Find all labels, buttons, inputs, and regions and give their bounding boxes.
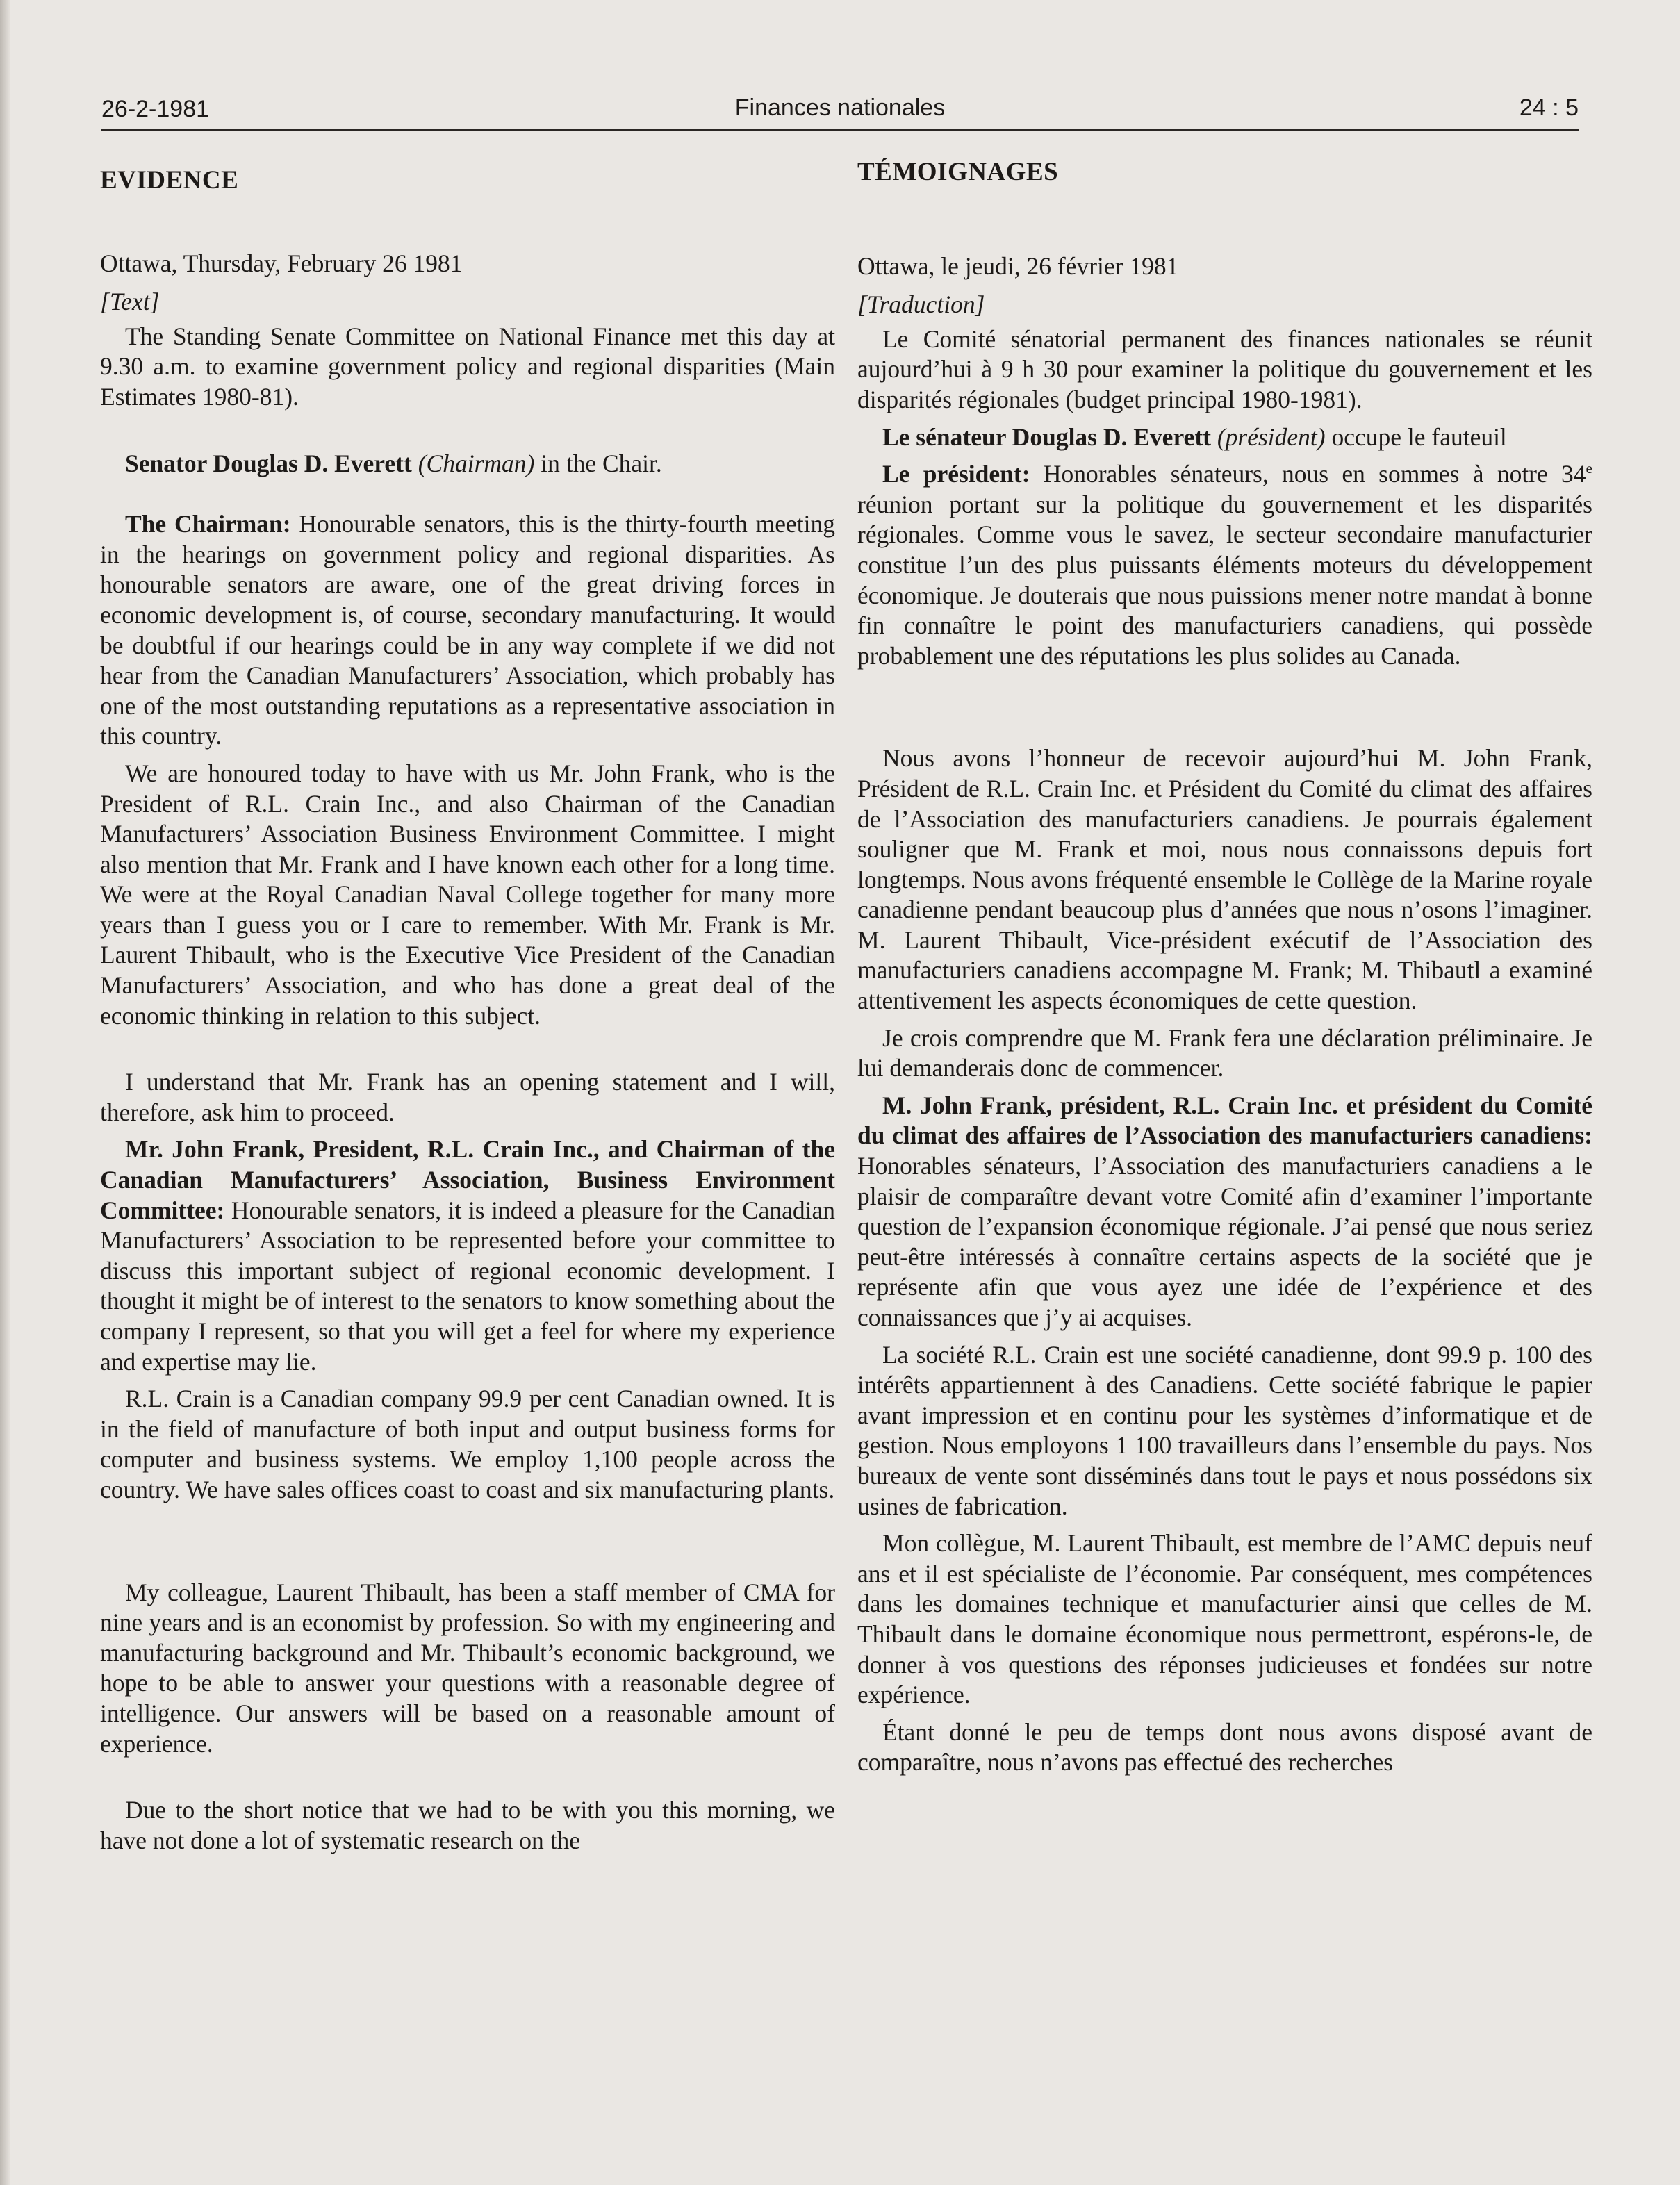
- header-page-number: 24 : 5: [1519, 94, 1579, 121]
- speaker-label: Le président:: [882, 460, 1030, 488]
- paragraph-intro: The Standing Senate Committee on National Finance met this day at 9.30 a.m. to examine government policy and regional disparities (Main Estimates 1980-81).: [100, 322, 835, 411]
- text-label: [100, 287, 835, 318]
- paragraph-proceed: Je crois comprendre que M. Frank fera une déclaration préliminaire. Je lui demanderais donc de commencer.: [857, 1023, 1592, 1082]
- paragraph-chairman-opening: [100, 509, 835, 752]
- paragraph-colleague: My colleague, Laurent Thibault, has been a staff member of CMA for nine years and is an economist by profession. So with my engineering and manufacturing background and Mr. Thibault’s economic background, we hope to be able to answer your questions with a reasonable degree of intelligence. Our answers will be based on a reasonable amount of experience.: [100, 1578, 835, 1758]
- chair-suffix: in the Chair.: [534, 449, 662, 477]
- chair-name: Senator Douglas D. Everett: [125, 449, 412, 477]
- header-title: Finances nationales: [734, 94, 946, 121]
- page-header: [101, 90, 1579, 131]
- speaker-label: The Chairman:: [125, 510, 291, 538]
- paragraph-short-notice: Due to the short notice that we had to be with you this morning, we have not done a lot of systematic research on the: [100, 1796, 835, 1854]
- speaker-label: Mr. John Frank, President, R.L. Crain Inc., and Chairman of the Canadian Manufacturers’ Association, Business Environment Committee:: [100, 1135, 835, 1224]
- paragraph-introductions: We are honoured today to have with us Mr. John Frank, who is the President of R.L. Crain Inc., and also Chairman of the Canadian Manufacturers’ Association Business Environment Committee. I might also mention that Mr. Frank and I have known each other for a long time. We were at the Royal Canadian Naval College together for many more years than I guess you or I care to remember. With Mr. Frank is Mr. Laurent Thibault, who is the Executive Vice President of the Canadian Manufacturers’ Association, and who has done a great deal of the economic thinking in relation to this subject.: [100, 759, 835, 1030]
- paragraph-intro: Le Comité sénatorial permanent des finances nationales se réunit aujourd’hui à 9 h 30 pour examiner la politique du gouvernement et les disparités régionales (budget principal 1980-1981).: [857, 324, 1592, 413]
- speaker-label: M. John Frank, président, R.L. Crain Inc. et président du Comité du climat des affaires de l’Association des manufacturiers canadiens:: [857, 1091, 1592, 1150]
- english-column: [100, 165, 835, 1863]
- french-column: [857, 158, 1592, 1785]
- place-date: Ottawa, le jeudi, 26 février 1981: [857, 252, 1179, 280]
- section-heading-evidence: EVIDENCE: [100, 166, 239, 195]
- paragraph-chairman-opening: [857, 459, 1592, 671]
- paragraph-short-notice: Étant donné le peu de temps dont nous avons disposé avant de comparaître, nous n’avons pas effectué des recherches: [857, 1717, 1592, 1776]
- text-label-italic: [Text]: [100, 288, 160, 316]
- speech-text-b: réunion portant sur la politique du gouvernement et les disparités régionales. Comme vous le savez, le secteur secondaire manufacturier constitue l’un des plus puissants éléments moteurs du développement économique. Je douterais que nous puissions mener notre mandat à bonne fin connaître le point des manufacturiers canadiens, qui possède probablement une des réputations les plus solides au Canada.: [857, 490, 1592, 670]
- chair-role: (Chairman): [418, 449, 535, 477]
- speech-text: Honourable senators, it is indeed a pleasure for the Canadian Manufacturers’ Association to be represented before your committee to discuss this important subject of regional economic development. I thought it might be of interest to the senators to know something about the company I represent, so that you will get a feel for where my experience and expertise may lie.: [100, 1196, 835, 1376]
- chair-line: [857, 422, 1592, 453]
- paragraph-introductions: Nous avons l’honneur de recevoir aujourd’hui M. John Frank, Président de R.L. Crain Inc. et Président du Comité du climat des affaires de l’Association des manufacturiers canadiens. Je pourrais également souligner que M. Frank et moi, nous nous connaissons depuis fort longtemps. Nous avons fréquenté ensemble le Collège de la Marine royale canadienne pendant beaucoup plus d’années que nous n’osons l’imaginer. M. Laurent Thibault, Vice-président exécutif de l’Association des manufacturiers canadiens accompagne M. Frank; M. Thibautl a examiné attentivement les aspects économiques de cette question.: [857, 744, 1592, 1015]
- translation-label-italic: [Traduction]: [857, 290, 985, 319]
- section-heading-temoignages: TÉMOIGNAGES: [857, 158, 1059, 186]
- speech-text: Honourable senators, this is the thirty-fourth meeting in the hearings on government policy and regional disparities. As honourable senators are aware, one of the great driving forces in economic development is, of course, secondary manufacturing. It would be doubtful if our hearings could be in any way complete if we did not hear from the Canadian Manufacturers’ Association, which probably has one of the most outstanding reputations as a representative association in this country.: [100, 510, 835, 750]
- paragraph-proceed: I understand that Mr. Frank has an opening statement and I will, therefore, ask him to proceed.: [100, 1068, 835, 1126]
- speech-text: Honorables sénateurs, l’Association des manufacturiers canadiens a le plaisir de comparaître devant votre Comité afin d’examiner l’importante question de l’expansion économique régionale. J’ai pensé que nous seriez peut-être intéressés à connaître certains aspects de la société que je représente afin que vous ayez une idée de l’expérience et des connaissances que j’y ai acquises.: [857, 1152, 1592, 1331]
- chair-name: Le sénateur Douglas D. Everett: [882, 422, 1211, 451]
- paragraph-company: R.L. Crain is a Canadian company 99.9 per cent Canadian owned. It is in the field of manufacture of both input and output business forms for computer and business systems. We employ 1,100 people across the country. We have sales offices coast to coast and six manufacturing plants.: [100, 1385, 835, 1503]
- chair-line: [100, 449, 835, 479]
- place-date: Ottawa, Thursday, February 26 1981: [100, 249, 463, 277]
- header-date: 26-2-1981: [101, 96, 210, 122]
- chair-role: (président): [1217, 422, 1326, 451]
- superscript: e: [1586, 460, 1592, 477]
- translation-label: [857, 290, 1592, 320]
- speech-text-a: Honorables sénateurs, nous en sommes à notre 34: [1030, 460, 1586, 488]
- paragraph-colleague: Mon collègue, M. Laurent Thibault, est membre de l’AMC depuis neuf ans et il est spécialiste de l’économie. Par conséquent, mes compétences dans les domaines technique et manufacturier ainsi que celles de M. Thibault dans le domaine économique nous permettront, espérons-le, de donner à vos questions des réponses judicieuses et fondées sur notre expérience.: [857, 1529, 1592, 1709]
- chair-suffix: occupe le fauteuil: [1325, 422, 1507, 451]
- paragraph-frank-statement: [857, 1091, 1592, 1333]
- paragraph-frank-statement: [100, 1135, 835, 1377]
- paragraph-company: La société R.L. Crain est une société canadienne, dont 99.9 p. 100 des intérêts appartiennent à des Canadiens. Cette société fabrique le papier avant impression et en continu pour les systèmes d’informatique et de gestion. Nous employons 1 100 travailleurs dans l’ensemble du pays. Nos bureaux de vente sont disséminés dans tout le pays et nous possédons six usines de fabrication.: [857, 1340, 1592, 1520]
